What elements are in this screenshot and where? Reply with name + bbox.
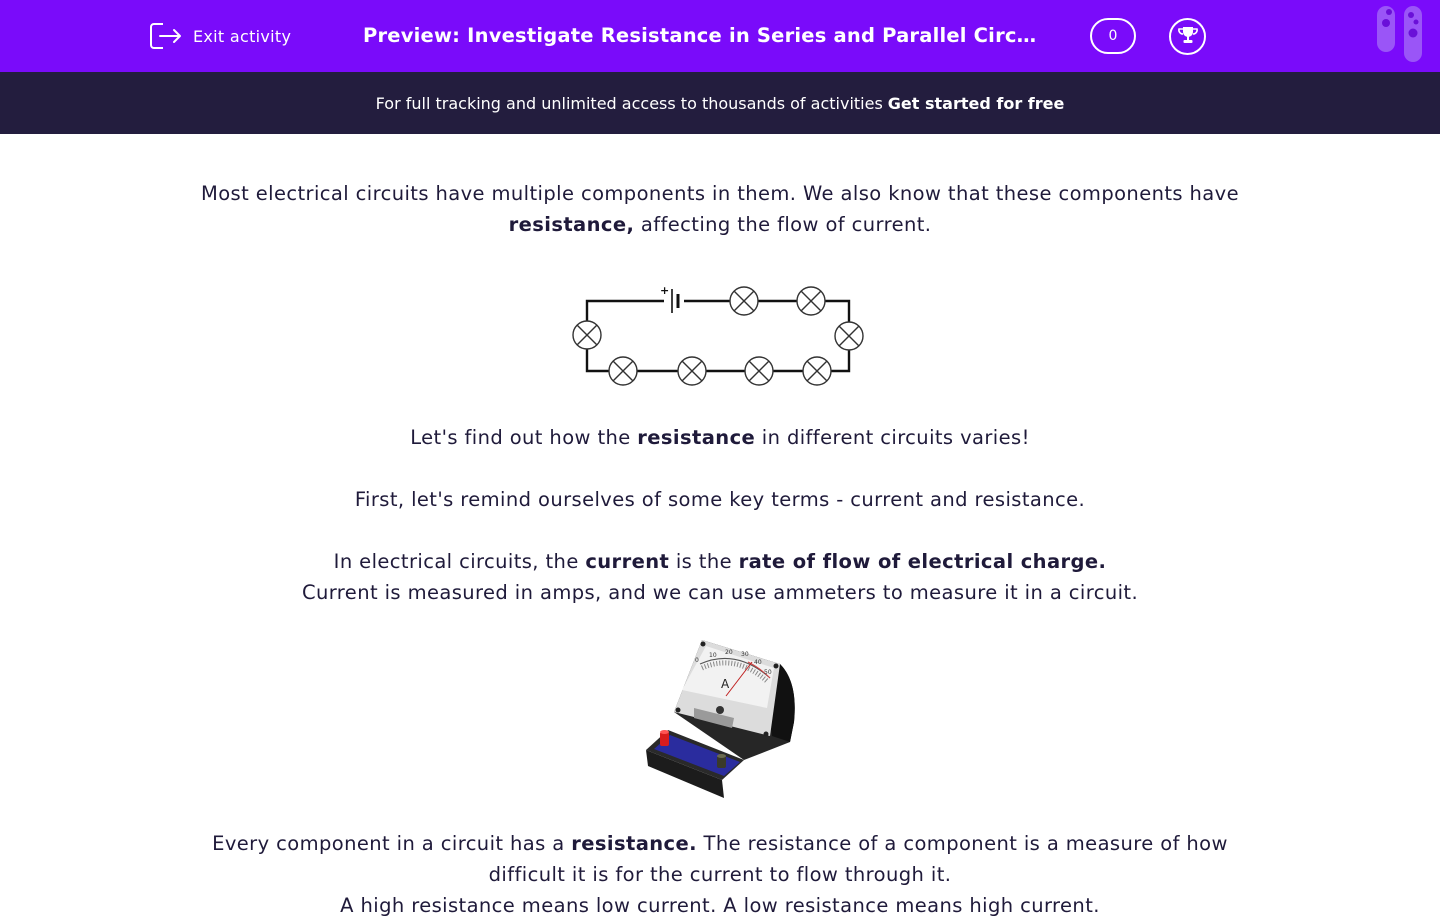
resistance-intro-a: Let's find out how the xyxy=(410,426,638,449)
current-def-c: is the xyxy=(669,550,739,573)
ammeter-image xyxy=(640,632,800,802)
test-tubes-logo xyxy=(1376,6,1426,64)
resistance-def-c: The resistance of a component is a measure of how difficult it is for the current to flow through it. xyxy=(488,832,1228,886)
promo-banner xyxy=(0,72,1440,134)
page-title: Preview: Investigate Resistance in Series and Parallel Circ… xyxy=(363,24,1037,47)
series-circuit-diagram xyxy=(568,272,870,394)
resistance-intro xyxy=(180,422,1260,453)
scale-label-20: 20 xyxy=(725,649,733,656)
scale-label-30: 30 xyxy=(741,651,749,658)
ammeter-unit-label: A xyxy=(721,677,730,691)
score-badge: 0 xyxy=(1090,18,1136,54)
current-def-bold-2: rate of flow of electrical charge. xyxy=(738,550,1107,573)
resistance-intro-bold: resistance xyxy=(637,426,756,449)
scale-label-0: 0 xyxy=(695,657,699,664)
resistance-definition xyxy=(180,828,1260,921)
exit-activity-label: Exit activity xyxy=(193,26,292,46)
current-def-line2: Current is measured in amps, and we can use ammeters to measure it in a circuit. xyxy=(301,581,1139,604)
trophy-icon xyxy=(1177,24,1199,50)
intro-paragraph xyxy=(180,178,1260,240)
exit-icon xyxy=(149,21,183,51)
resistance-def-a: Every component in a circuit has a xyxy=(212,832,572,855)
current-def-bold: current xyxy=(585,550,670,573)
get-started-link[interactable]: Get started for free xyxy=(887,93,1065,113)
trophy-button[interactable] xyxy=(1169,18,1206,55)
resistance-def-line2: A high resistance means low current. A low resistance means high current. xyxy=(340,894,1100,917)
scale-label-40: 40 xyxy=(754,659,762,666)
resistance-intro-c: in different circuits varies! xyxy=(755,426,1030,449)
current-definition xyxy=(180,546,1260,608)
promo-text: For full tracking and unlimited access to thousands of activities xyxy=(375,93,883,113)
current-def-a: In electrical circuits, the xyxy=(333,550,586,573)
resistance-def-bold: resistance. xyxy=(571,832,697,855)
scale-label-10: 10 xyxy=(709,652,717,659)
svg-text:+: + xyxy=(660,284,670,297)
exit-activity-button[interactable] xyxy=(149,20,291,52)
intro-text-bold: resistance, xyxy=(508,213,635,236)
intro-text-c: affecting the flow of current. xyxy=(634,213,932,236)
key-terms-paragraph: First, let's remind ourselves of some key terms - current and resistance. xyxy=(354,488,1086,511)
top-bar xyxy=(0,0,1440,72)
scale-label-50: 50 xyxy=(764,669,772,676)
intro-text-a: Most electrical circuits have multiple components in them. We also know that these components have xyxy=(201,182,1239,205)
